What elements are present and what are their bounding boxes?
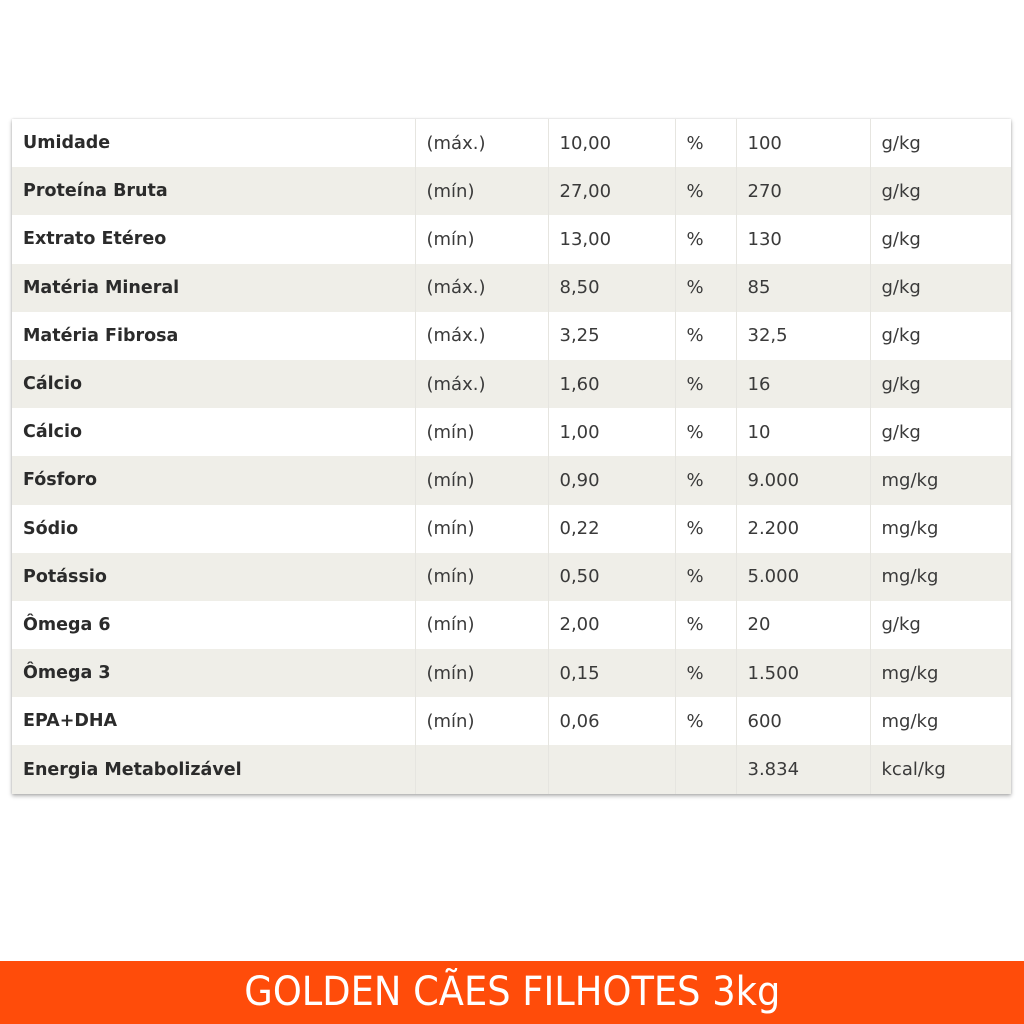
percent-value-cell: 1,60 xyxy=(548,360,675,408)
percent-value-cell: 13,00 xyxy=(548,215,675,263)
amount-value-cell: 20 xyxy=(736,601,870,649)
nutrient-cell: Sódio xyxy=(12,505,415,553)
nutrient-cell: Ômega 3 xyxy=(12,649,415,697)
table-row xyxy=(12,167,1011,215)
qualifier-cell: (mín) xyxy=(415,553,548,601)
qualifier-cell: (mín) xyxy=(415,456,548,504)
amount-value-cell: 10 xyxy=(736,408,870,456)
qualifier-cell: (máx.) xyxy=(415,360,548,408)
nutrient-cell: Matéria Fibrosa xyxy=(12,312,415,360)
percent-unit-cell: % xyxy=(675,264,736,312)
percent-value-cell: 0,15 xyxy=(548,649,675,697)
qualifier-cell: (máx.) xyxy=(415,312,548,360)
qualifier-cell xyxy=(415,745,548,793)
amount-value-cell: 16 xyxy=(736,360,870,408)
nutrient-cell: Cálcio xyxy=(12,408,415,456)
table-row xyxy=(12,601,1011,649)
percent-unit-cell: % xyxy=(675,408,736,456)
qualifier-cell: (mín) xyxy=(415,505,548,553)
amount-unit-cell: g/kg xyxy=(870,408,1011,456)
amount-unit-cell: g/kg xyxy=(870,119,1011,167)
product-title: GOLDEN CÃES FILHOTES 3kg xyxy=(243,969,781,1015)
percent-unit-cell: % xyxy=(675,649,736,697)
amount-unit-cell: mg/kg xyxy=(870,697,1011,745)
table-body xyxy=(12,119,1011,794)
percent-value-cell: 8,50 xyxy=(548,264,675,312)
amount-value-cell: 85 xyxy=(736,264,870,312)
amount-unit-cell: g/kg xyxy=(870,360,1011,408)
amount-unit-cell: mg/kg xyxy=(870,553,1011,601)
table-row xyxy=(12,360,1011,408)
percent-value-cell: 0,22 xyxy=(548,505,675,553)
table-row xyxy=(12,215,1011,263)
percent-value-cell: 10,00 xyxy=(548,119,675,167)
percent-unit-cell: % xyxy=(675,119,736,167)
table-row xyxy=(12,745,1011,793)
amount-unit-cell: mg/kg xyxy=(870,649,1011,697)
amount-value-cell: 5.000 xyxy=(736,553,870,601)
amount-value-cell: 600 xyxy=(736,697,870,745)
amount-value-cell: 9.000 xyxy=(736,456,870,504)
table-row xyxy=(12,649,1011,697)
percent-unit-cell: % xyxy=(675,167,736,215)
percent-value-cell: 0,90 xyxy=(548,456,675,504)
percent-unit-cell: % xyxy=(675,456,736,504)
amount-unit-cell: g/kg xyxy=(870,312,1011,360)
nutrient-cell: Umidade xyxy=(12,119,415,167)
amount-value-cell: 100 xyxy=(736,119,870,167)
nutrient-cell: Matéria Mineral xyxy=(12,264,415,312)
percent-value-cell: 0,06 xyxy=(548,697,675,745)
table-row xyxy=(12,408,1011,456)
percent-unit-cell: % xyxy=(675,697,736,745)
qualifier-cell: (mín) xyxy=(415,649,548,697)
qualifier-cell: (mín) xyxy=(415,408,548,456)
table-row xyxy=(12,505,1011,553)
percent-value-cell: 0,50 xyxy=(548,553,675,601)
nutrient-cell: EPA+DHA xyxy=(12,697,415,745)
amount-value-cell: 32,5 xyxy=(736,312,870,360)
qualifier-cell: (máx.) xyxy=(415,119,548,167)
amount-value-cell: 1.500 xyxy=(736,649,870,697)
amount-unit-cell: g/kg xyxy=(870,264,1011,312)
percent-value-cell: 3,25 xyxy=(548,312,675,360)
percent-unit-cell: % xyxy=(675,312,736,360)
table-row xyxy=(12,697,1011,745)
amount-unit-cell: kcal/kg xyxy=(870,745,1011,793)
percent-value-cell xyxy=(548,745,675,793)
amount-unit-cell: g/kg xyxy=(870,601,1011,649)
qualifier-cell: (mín) xyxy=(415,601,548,649)
table-row xyxy=(12,456,1011,504)
percent-unit-cell: % xyxy=(675,553,736,601)
qualifier-cell: (mín) xyxy=(415,167,548,215)
amount-unit-cell: g/kg xyxy=(870,215,1011,263)
nutrient-cell: Fósforo xyxy=(12,456,415,504)
amount-value-cell: 3.834 xyxy=(736,745,870,793)
percent-unit-cell xyxy=(675,745,736,793)
amount-value-cell: 2.200 xyxy=(736,505,870,553)
nutrient-cell: Ômega 6 xyxy=(12,601,415,649)
percent-value-cell: 27,00 xyxy=(548,167,675,215)
percent-unit-cell: % xyxy=(675,360,736,408)
amount-value-cell: 130 xyxy=(736,215,870,263)
nutrient-cell: Proteína Bruta xyxy=(12,167,415,215)
percent-unit-cell: % xyxy=(675,601,736,649)
qualifier-cell: (mín) xyxy=(415,697,548,745)
qualifier-cell: (máx.) xyxy=(415,264,548,312)
product-title-banner xyxy=(0,961,1024,1024)
percent-value-cell: 2,00 xyxy=(548,601,675,649)
qualifier-cell: (mín) xyxy=(415,215,548,263)
nutrient-cell: Energia Metabolizável xyxy=(12,745,415,793)
percent-value-cell: 1,00 xyxy=(548,408,675,456)
table-row xyxy=(12,264,1011,312)
table-row xyxy=(12,553,1011,601)
guarantee-levels-table xyxy=(12,119,1011,794)
percent-unit-cell: % xyxy=(675,505,736,553)
nutrient-cell: Cálcio xyxy=(12,360,415,408)
amount-value-cell: 270 xyxy=(736,167,870,215)
table-row xyxy=(12,119,1011,167)
nutrient-cell: Extrato Etéreo xyxy=(12,215,415,263)
amount-unit-cell: mg/kg xyxy=(870,456,1011,504)
guarantee-levels-table-card xyxy=(12,119,1011,794)
amount-unit-cell: mg/kg xyxy=(870,505,1011,553)
table-row xyxy=(12,312,1011,360)
percent-unit-cell: % xyxy=(675,215,736,263)
nutrient-cell: Potássio xyxy=(12,553,415,601)
amount-unit-cell: g/kg xyxy=(870,167,1011,215)
